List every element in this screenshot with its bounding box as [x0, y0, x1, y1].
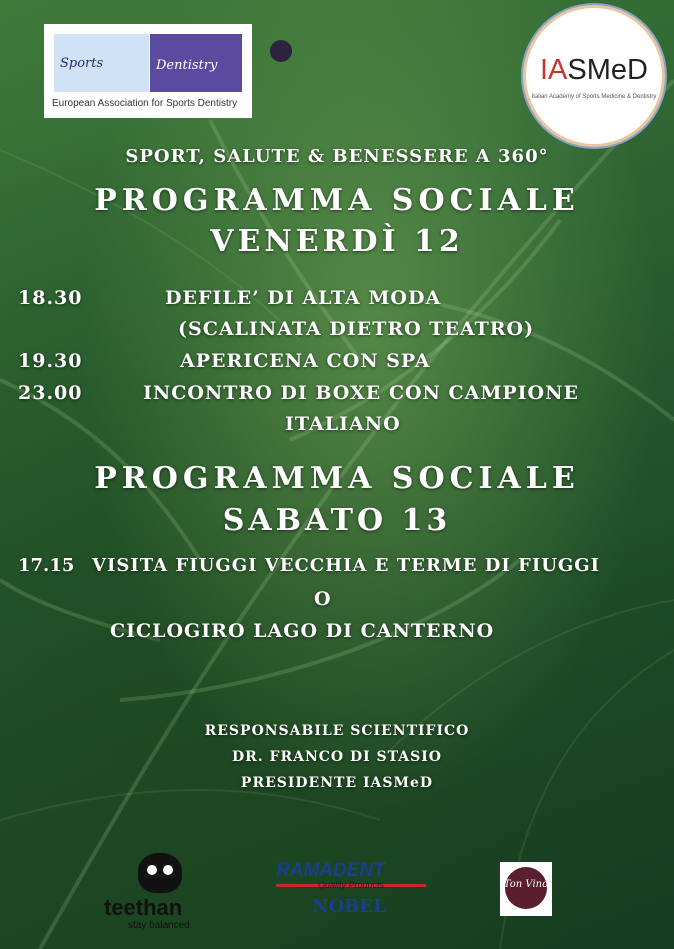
- runner-icon: [270, 40, 292, 62]
- iasmed-mark-b: SMeD: [567, 54, 648, 86]
- friday-item-3-time: 23.00: [18, 382, 83, 404]
- credits-name: DR. FRANCO DI STASIO: [231, 749, 442, 765]
- friday-item-3-title: INCONTRO DI BOXE CON CAMPIONE: [143, 382, 579, 404]
- iasmed-mark: [526, 54, 662, 87]
- sports-dentistry-logo: [44, 24, 252, 118]
- friday-day: VENERDÌ 12: [210, 224, 464, 259]
- iasmed-mark-a: IA: [540, 54, 568, 86]
- friday-item-1-title: DEFILE’ DI ALTA MODA: [165, 287, 442, 309]
- credits-role: RESPONSABILE SCIENTIFICO: [204, 723, 470, 739]
- tonvino-word: Ton Vino: [503, 879, 549, 890]
- saturday-day: SABATO 13: [222, 503, 452, 538]
- iasmed-logo: [526, 8, 662, 144]
- tagline: SPORT, SALUTE & BENESSERE A 360°: [125, 146, 549, 167]
- friday-item-3-title-cont: ITALIANO: [285, 413, 401, 435]
- friday-item-1-location: (SCALINATA DIETRO TEATRO): [178, 318, 535, 340]
- friday-item-1-time: 18.30: [18, 287, 83, 309]
- saturday-option-2: CICLOGIRO LAGO DI CANTERNO: [110, 620, 495, 642]
- ramadent-subtitle: Quality Products: [318, 880, 385, 890]
- saturday-time: 17.15: [18, 555, 75, 576]
- sd-logo-right: [150, 34, 242, 92]
- teethan-logo: teethan: [104, 895, 183, 920]
- friday-heading: PROGRAMMA SOCIALE: [94, 183, 580, 218]
- sd-logo-caption: European Association for Sports Dentistry: [52, 98, 238, 109]
- teethan-tagline: stay balanced: [128, 920, 190, 931]
- sd-logo-left: [54, 34, 149, 92]
- tonvino-logo: [500, 862, 552, 916]
- friday-item-2-time: 19.30: [18, 350, 83, 372]
- saturday-or: O: [314, 588, 331, 610]
- ramadent-logo: RAMADENT: [276, 860, 385, 881]
- teethan-panda-icon: [138, 853, 182, 893]
- iasmed-caption: Italian Academy of Sports Medicine & Dentistry: [531, 94, 657, 100]
- nobel-logo: NOBEL: [312, 896, 386, 917]
- saturday-option-1: VISITA FIUGGI VECCHIA E TERME DI FIUGGI: [92, 555, 601, 576]
- friday-item-2-title: APERICENA CON SPA: [180, 350, 431, 372]
- credits-title: PRESIDENTE IASMeD: [240, 775, 434, 791]
- sd-logo-right-word: Dentistry: [156, 58, 218, 73]
- saturday-heading: PROGRAMMA SOCIALE: [94, 461, 580, 496]
- sd-logo-left-word: Sports: [60, 56, 104, 71]
